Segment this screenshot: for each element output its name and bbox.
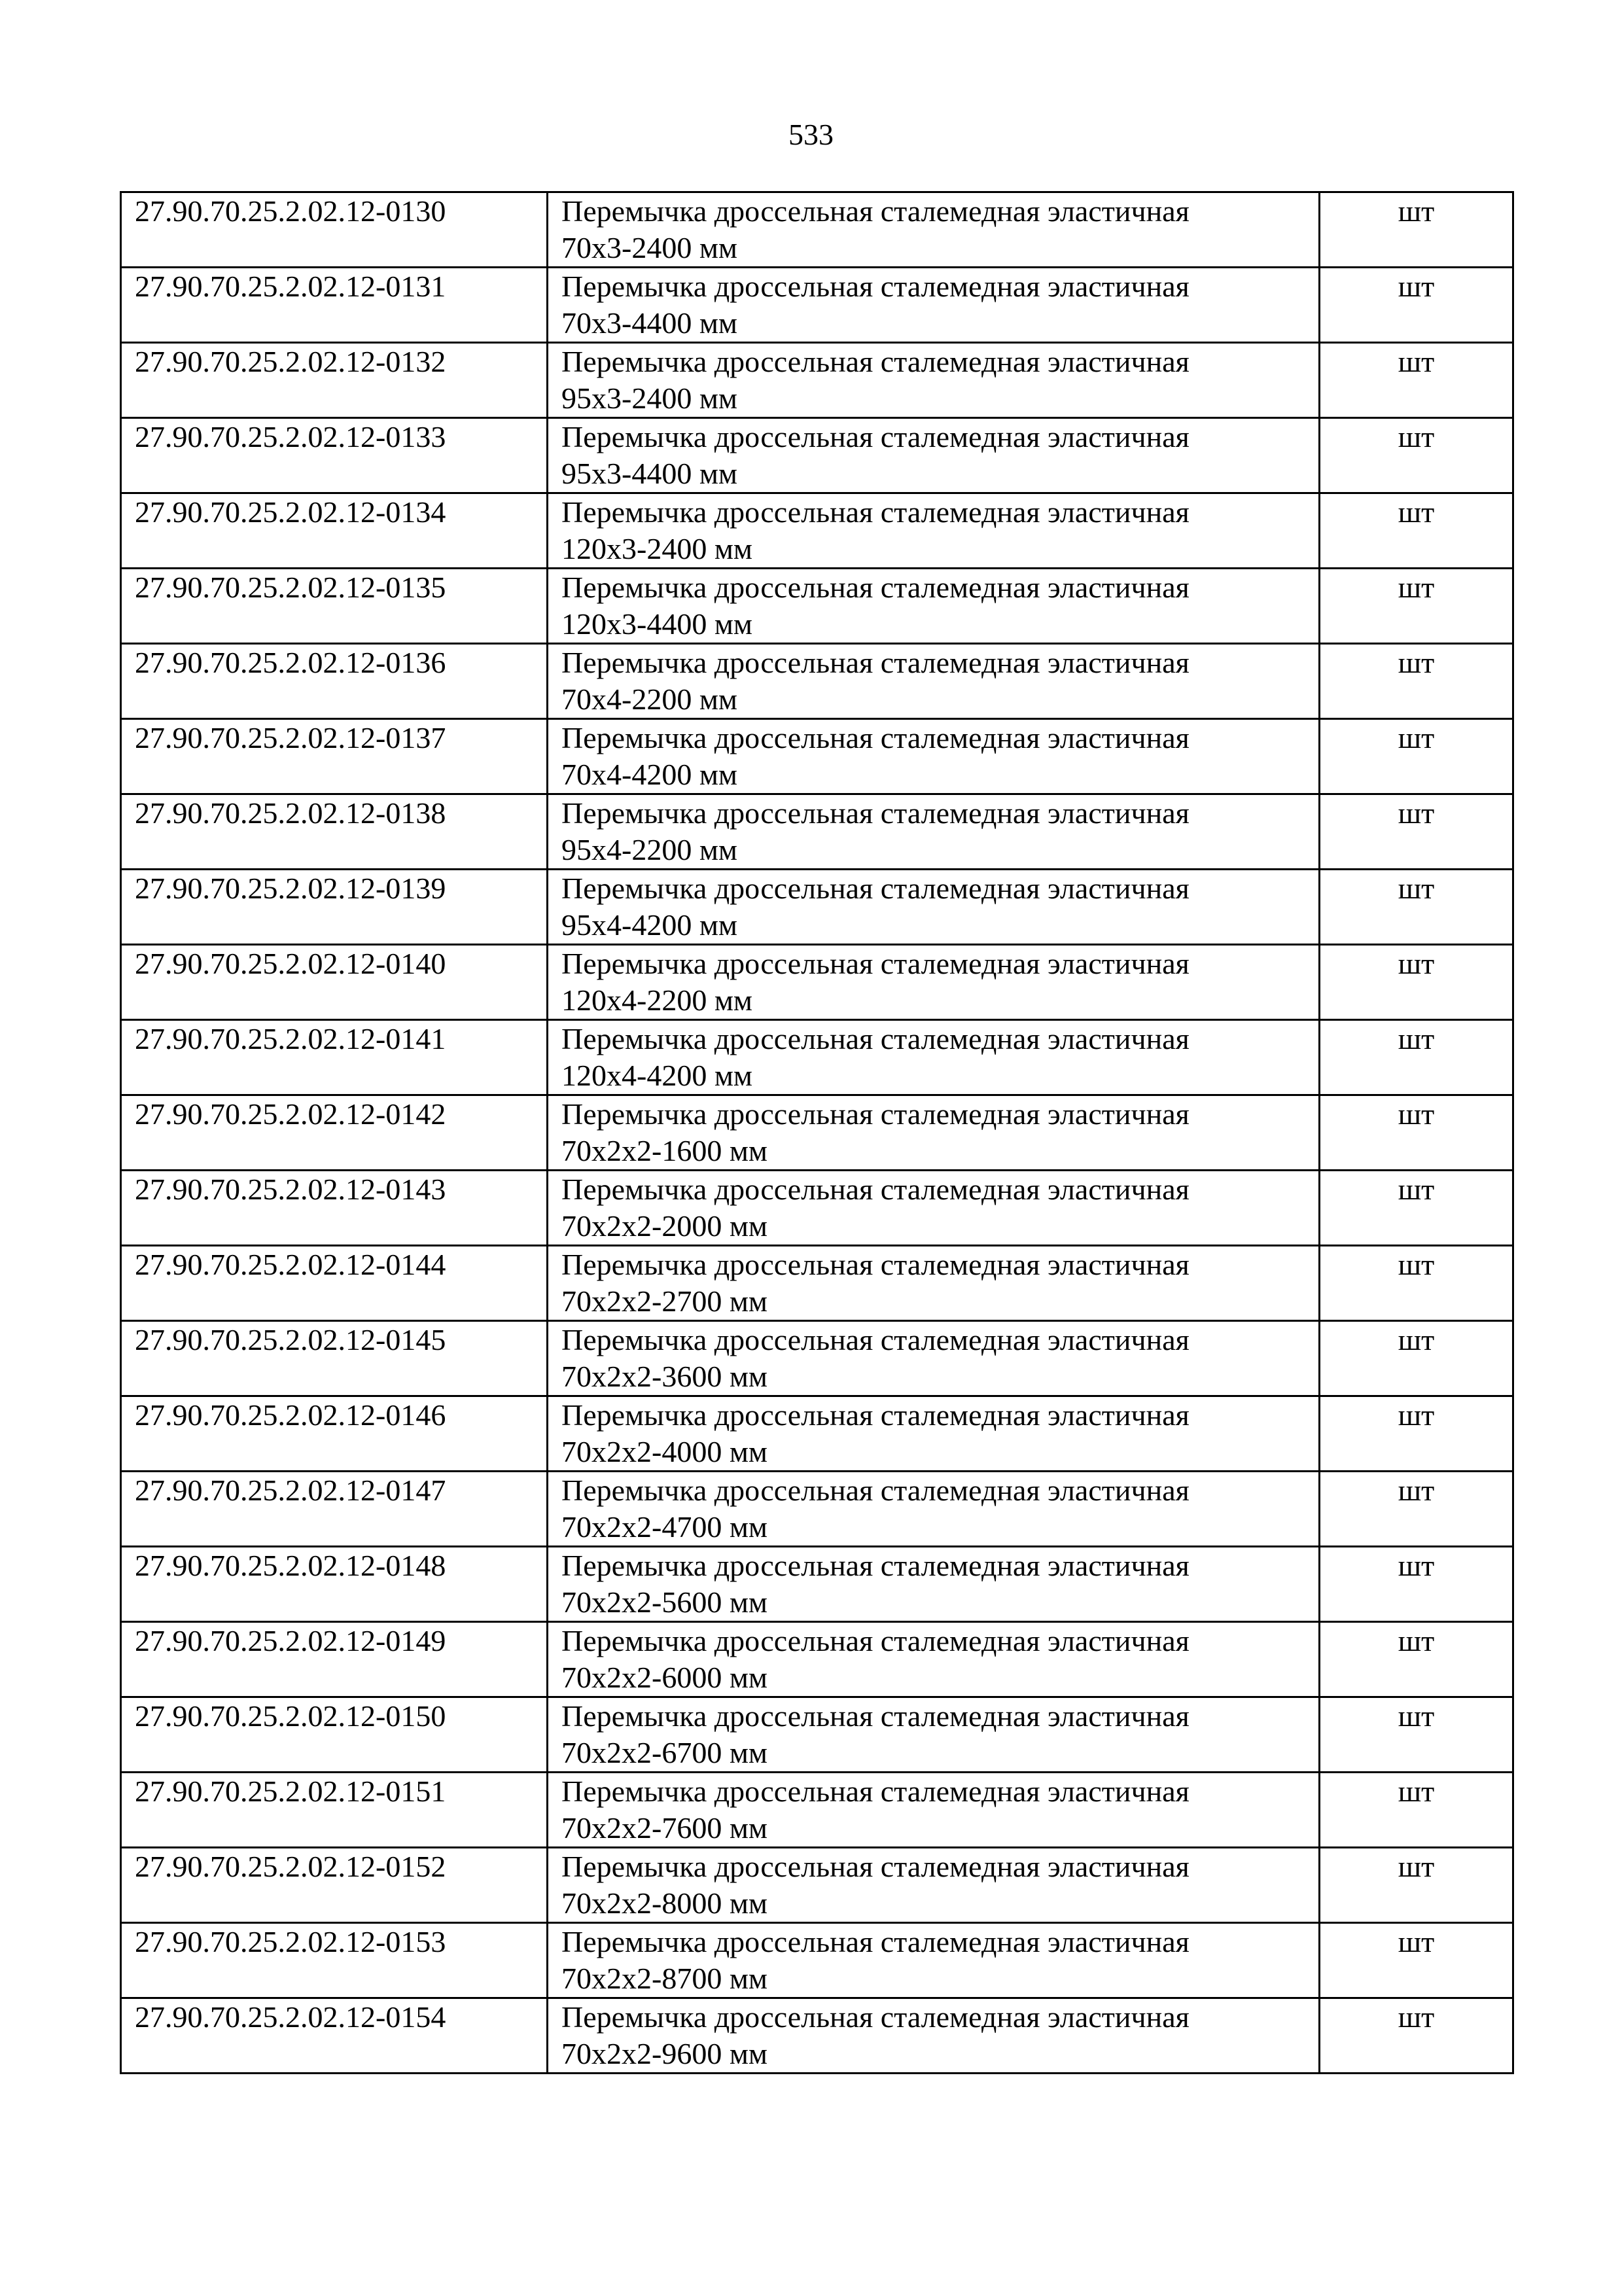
unit-cell: шт [1320,719,1513,794]
resource-name-cell [548,569,1320,644]
unit-cell: шт [1320,569,1513,644]
catalog-table [120,191,1514,2074]
table-row [121,1396,1513,1472]
resource-name-line1: Перемычка дроссельная сталемедная эластичная [561,1549,1190,1582]
resource-code-cell: 27.90.70.25.2.02.12-0139 [121,870,548,945]
table-row [121,1246,1513,1321]
resource-name-line2: 120х3-2400 мм [561,532,753,565]
unit-cell: шт [1320,1095,1513,1171]
resource-code-cell: 27.90.70.25.2.02.12-0149 [121,1622,548,1697]
resource-name-line2: 70х2х2-2700 мм [561,1284,768,1318]
table-row [121,493,1513,569]
table-row [121,1923,1513,1998]
unit-cell: шт [1320,493,1513,569]
resource-name-line2: 95х4-4200 мм [561,908,738,942]
resource-name-line1: Перемычка дроссельная сталемедная эластичная [561,796,1190,830]
table-row [121,1697,1513,1773]
resource-code-cell: 27.90.70.25.2.02.12-0154 [121,1998,548,2074]
unit-cell: шт [1320,945,1513,1020]
unit-cell: шт [1320,1020,1513,1095]
resource-code-cell: 27.90.70.25.2.02.12-0136 [121,644,548,719]
resource-name-line1: Перемычка дроссельная сталемедная эластичная [561,1097,1190,1131]
resource-name-line2: 70х2х2-4700 мм [561,1510,768,1544]
page-number: 533 [788,118,834,151]
resource-name-line2: 120х4-2200 мм [561,983,753,1017]
unit-cell: шт [1320,644,1513,719]
resource-name-line2: 70х2х2-6700 мм [561,1736,768,1769]
resource-name-line1: Перемычка дроссельная сталемедная эластичная [561,194,1190,228]
table-row [121,1472,1513,1547]
table-row [121,1998,1513,2074]
resource-name-cell [548,1697,1320,1773]
table-row [121,870,1513,945]
resource-name-line1: Перемычка дроссельная сталемедная эластичная [561,345,1190,378]
resource-name-line2: 95х4-2200 мм [561,833,738,866]
resource-name-line1: Перемычка дроссельная сталемедная эластичная [561,571,1190,604]
resource-code-cell: 27.90.70.25.2.02.12-0130 [121,192,548,268]
resource-code-cell: 27.90.70.25.2.02.12-0143 [121,1171,548,1246]
unit-cell: шт [1320,1998,1513,2074]
resource-name-cell [548,1472,1320,1547]
resource-name-line2: 70х2х2-9600 мм [561,2037,768,2070]
resource-name-line2: 70х2х2-7600 мм [561,1811,768,1845]
table-row [121,644,1513,719]
resource-name-cell [548,1848,1320,1923]
unit-cell: шт [1320,1472,1513,1547]
resource-name-line1: Перемычка дроссельная сталемедная эластичная [561,270,1190,303]
resource-code-cell: 27.90.70.25.2.02.12-0134 [121,493,548,569]
resource-name-cell [548,1246,1320,1321]
resource-code-cell: 27.90.70.25.2.02.12-0142 [121,1095,548,1171]
resource-name-line1: Перемычка дроссельная сталемедная эластичная [561,1323,1190,1356]
resource-name-cell [548,644,1320,719]
resource-name-cell [548,1095,1320,1171]
resource-name-line2: 70х4-2200 мм [561,682,738,716]
resource-code-cell: 27.90.70.25.2.02.12-0140 [121,945,548,1020]
resource-name-line1: Перемычка дроссельная сталемедная эластичная [561,1474,1190,1507]
table-row [121,343,1513,418]
resource-name-cell [548,418,1320,493]
resource-name-line2: 70х2х2-8000 мм [561,1886,768,1920]
resource-name-line1: Перемычка дроссельная сталемедная эластичная [561,495,1190,529]
resource-name-line1: Перемычка дроссельная сталемедная эластичная [561,721,1190,754]
resource-name-line2: 70х4-4200 мм [561,758,738,791]
resource-code-cell: 27.90.70.25.2.02.12-0137 [121,719,548,794]
resource-name-line2: 70х2х2-3600 мм [561,1360,768,1393]
resource-name-line2: 70х3-4400 мм [561,306,738,340]
resource-code-cell: 27.90.70.25.2.02.12-0141 [121,1020,548,1095]
unit-cell: шт [1320,268,1513,343]
unit-cell: шт [1320,1622,1513,1697]
resource-code-cell: 27.90.70.25.2.02.12-0144 [121,1246,548,1321]
resource-name-line1: Перемычка дроссельная сталемедная эластичная [561,1398,1190,1432]
resource-name-line2: 70х3-2400 мм [561,231,738,264]
resource-name-line1: Перемычка дроссельная сталемедная эластичная [561,2000,1190,2034]
resource-name-line1: Перемычка дроссельная сталемедная эластичная [561,1699,1190,1733]
resource-name-line1: Перемычка дроссельная сталемедная эластичная [561,1022,1190,1055]
resource-name-cell [548,1396,1320,1472]
unit-cell: шт [1320,1246,1513,1321]
table-row [121,1171,1513,1246]
resource-name-line2: 70х2х2-1600 мм [561,1134,768,1167]
resource-name-line1: Перемычка дроссельная сталемедная эластичная [561,1925,1190,1958]
resource-code-cell: 27.90.70.25.2.02.12-0151 [121,1773,548,1848]
resource-name-line2: 120х4-4200 мм [561,1059,753,1092]
table-row [121,1547,1513,1622]
table-row [121,794,1513,870]
resource-code-cell: 27.90.70.25.2.02.12-0147 [121,1472,548,1547]
table-row [121,1321,1513,1396]
resource-name-line2: 70х2х2-5600 мм [561,1585,768,1619]
table-row [121,945,1513,1020]
resource-name-line2: 95х3-2400 мм [561,381,738,415]
resource-name-line1: Перемычка дроссельная сталемедная эластичная [561,1248,1190,1281]
table-row [121,418,1513,493]
resource-name-cell [548,1923,1320,1998]
resource-name-line1: Перемычка дроссельная сталемедная эластичная [561,1173,1190,1206]
catalog-table-body [121,192,1513,2074]
table-row [121,1848,1513,1923]
unit-cell: шт [1320,343,1513,418]
unit-cell: шт [1320,1547,1513,1622]
resource-name-line1: Перемычка дроссельная сталемедная эластичная [561,872,1190,905]
table-row [121,719,1513,794]
unit-cell: шт [1320,1697,1513,1773]
resource-name-line2: 70х2х2-6000 мм [561,1661,768,1694]
resource-code-cell: 27.90.70.25.2.02.12-0145 [121,1321,548,1396]
table-row [121,268,1513,343]
resource-name-line1: Перемычка дроссельная сталемедная эластичная [561,646,1190,679]
table-row [121,1773,1513,1848]
resource-code-cell: 27.90.70.25.2.02.12-0148 [121,1547,548,1622]
resource-name-line2: 70х2х2-2000 мм [561,1209,768,1243]
resource-code-cell: 27.90.70.25.2.02.12-0132 [121,343,548,418]
resource-name-cell [548,945,1320,1020]
unit-cell: шт [1320,794,1513,870]
table-row [121,192,1513,268]
resource-name-cell [548,1171,1320,1246]
resource-code-cell: 27.90.70.25.2.02.12-0135 [121,569,548,644]
unit-cell: шт [1320,1773,1513,1848]
resource-name-line2: 70х2х2-8700 мм [561,1962,768,1995]
unit-cell: шт [1320,1923,1513,1998]
resource-name-cell [548,343,1320,418]
resource-name-cell [548,1998,1320,2074]
resource-name-line2: 95х3-4400 мм [561,457,738,490]
resource-code-cell: 27.90.70.25.2.02.12-0131 [121,268,548,343]
unit-cell: шт [1320,192,1513,268]
unit-cell: шт [1320,870,1513,945]
unit-cell: шт [1320,1396,1513,1472]
table-row [121,1020,1513,1095]
resource-name-cell [548,1547,1320,1622]
unit-cell: шт [1320,418,1513,493]
resource-name-line1: Перемычка дроссельная сталемедная эластичная [561,947,1190,980]
resource-code-cell: 27.90.70.25.2.02.12-0138 [121,794,548,870]
unit-cell: шт [1320,1848,1513,1923]
unit-cell: шт [1320,1171,1513,1246]
resource-name-line1: Перемычка дроссельная сталемедная эластичная [561,1775,1190,1808]
resource-name-cell [548,192,1320,268]
resource-name-cell [548,1622,1320,1697]
resource-name-cell [548,719,1320,794]
table-row [121,569,1513,644]
resource-code-cell: 27.90.70.25.2.02.12-0133 [121,418,548,493]
resource-name-line2: 70х2х2-4000 мм [561,1435,768,1468]
resource-name-cell [548,870,1320,945]
resource-name-line1: Перемычка дроссельная сталемедная эластичная [561,420,1190,453]
resource-code-cell: 27.90.70.25.2.02.12-0146 [121,1396,548,1472]
resource-code-cell: 27.90.70.25.2.02.12-0153 [121,1923,548,1998]
unit-cell: шт [1320,1321,1513,1396]
resource-code-cell: 27.90.70.25.2.02.12-0152 [121,1848,548,1923]
table-row [121,1622,1513,1697]
resource-name-line2: 120х3-4400 мм [561,607,753,641]
table-row [121,1095,1513,1171]
resource-name-cell [548,493,1320,569]
resource-name-line1: Перемычка дроссельная сталемедная эластичная [561,1850,1190,1883]
resource-code-cell: 27.90.70.25.2.02.12-0150 [121,1697,548,1773]
resource-name-cell [548,268,1320,343]
resource-name-cell [548,1773,1320,1848]
resource-name-cell [548,1020,1320,1095]
resource-name-cell [548,1321,1320,1396]
resource-name-line1: Перемычка дроссельная сталемедная эластичная [561,1624,1190,1657]
resource-name-cell [548,794,1320,870]
